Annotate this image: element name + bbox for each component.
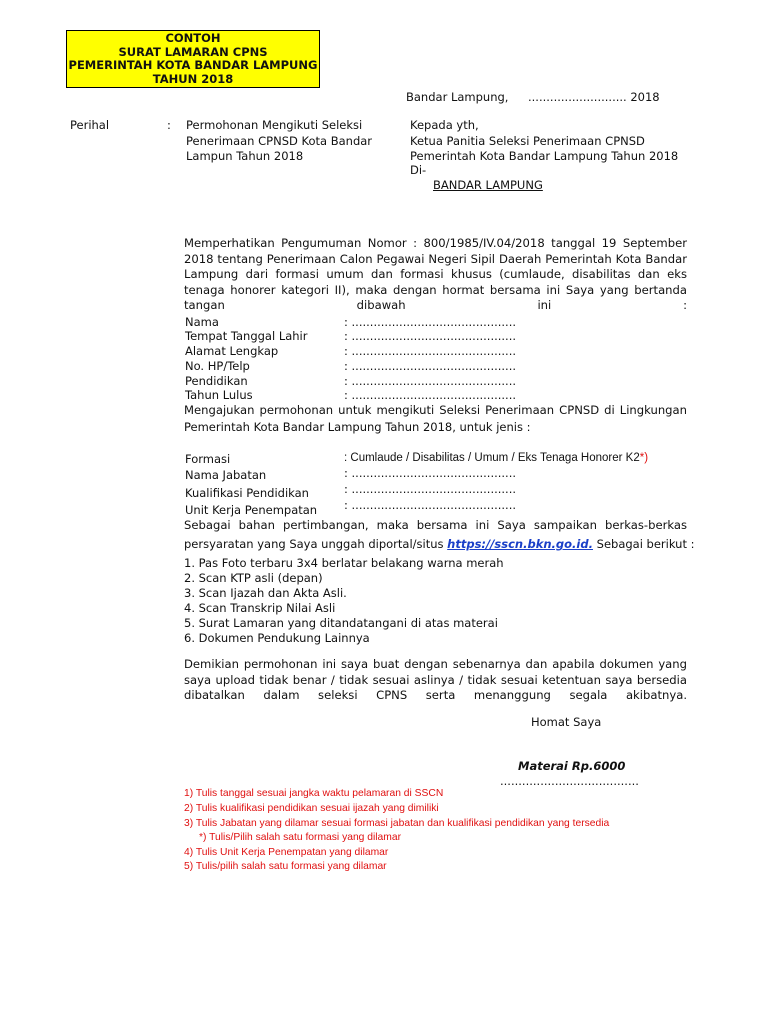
- list-item: 5. Surat Lamaran yang ditandatangani di atas materai: [184, 616, 498, 630]
- perihal-line-1: Permohonan Mengikuti Seleksi: [186, 118, 363, 132]
- sscn-link[interactable]: https://sscn.bkn.go.id.: [447, 537, 593, 551]
- title-line-4: TAHUN 2018: [152, 71, 234, 86]
- unit-value: : .............................................: [344, 498, 517, 512]
- title-line-3: PEMERINTAH KOTA BANDAR LAMPUNG: [68, 58, 318, 72]
- perihal-colon: :: [167, 118, 171, 132]
- apply-line-2: Pemerintah Kota Bandar Lampung Tahun 2018, untuk jenis :: [184, 420, 531, 434]
- field-label-alamat: Alamat Lengkap: [185, 344, 279, 358]
- consideration-tail: Sebagai berikut :: [592, 537, 695, 551]
- field-value-tahun-lulus: : .............................................: [344, 388, 517, 402]
- recipient-city: BANDAR LAMPUNG: [433, 178, 543, 192]
- consideration-line-1: Sebagai bahan pertimbangan, maka bersama ini Saya sampaikan berkas-berkas: [184, 518, 687, 532]
- formasi-label: Formasi: [185, 452, 231, 466]
- recipient-line-3: Pemerintah Kota Bandar Lampung Tahun 2018: [410, 149, 679, 163]
- list-item: 3. Scan Ijazah dan Akta Asli.: [184, 586, 347, 600]
- formasi-options: : Cumlaude / Disabilitas / Umum / Eks Tenaga Honorer K2: [344, 452, 640, 464]
- recipient-line-2: Ketua Panitia Seleksi Penerimaan CPNSD: [410, 134, 645, 148]
- kualifikasi-value: : .............................................: [344, 482, 517, 496]
- field-value-nama: : .............................................: [344, 315, 517, 329]
- field-label-nama: Nama: [185, 315, 219, 329]
- note-4: 4) Tulis Unit Kerja Penempatan yang dilamar: [184, 847, 389, 858]
- title-line-2: SURAT LAMARAN CPNS: [118, 44, 268, 59]
- list-item: 1. Pas Foto terbaru 3x4 berlatar belakang warna merah: [184, 556, 504, 570]
- perihal-line-3: Lampun Tahun 2018: [186, 149, 304, 163]
- apply-line-1: Mengajukan permohonan untuk mengikuti Seleksi Penerimaan CPNSD di Lingkungan: [184, 403, 687, 417]
- perihal-label: Perihal: [70, 118, 110, 132]
- consideration-text: persyaratan yang Saya unggah diportal/situs: [184, 537, 448, 551]
- note-5: 5) Tulis/pilih salah satu formasi yang dilamar: [184, 861, 387, 872]
- note-3: 3) Tulis Jabatan yang dilamar sesuai formasi jabatan dan kualifikasi pendidikan yang tersedia: [184, 818, 610, 829]
- materai-label: Materai Rp.6000: [518, 759, 626, 773]
- title-box: [66, 30, 320, 88]
- note-1: 1) Tulis tanggal sesuai jangka waktu pelamaran di SSCN: [184, 788, 444, 799]
- field-value-hp: : .............................................: [344, 359, 517, 373]
- field-label-pendidikan: Pendidikan: [185, 374, 248, 388]
- recipient-line-1: Kepada yth,: [410, 118, 479, 132]
- perihal-line-2: Penerimaan CPNSD Kota Bandar: [186, 134, 373, 148]
- unit-label: Unit Kerja Penempatan: [185, 503, 318, 517]
- field-value-ttl: : .............................................: [344, 329, 517, 343]
- note-star: *) Tulis/Pilih salah satu formasi yang dilamar: [199, 832, 402, 843]
- formasi-value: [344, 452, 648, 464]
- note-2: 2) Tulis kualifikasi pendidikan sesuai ijazah yang dimiliki: [184, 803, 439, 814]
- signature-salutation: Homat Saya: [531, 715, 602, 729]
- list-item: 6. Dokumen Pendukung Lainnya: [184, 631, 370, 645]
- field-label-tahun-lulus: Tahun Lulus: [185, 388, 253, 402]
- kualifikasi-label: Kualifikasi Pendidikan: [185, 486, 309, 500]
- place-city: Bandar Lampung,: [406, 90, 509, 104]
- field-value-alamat: : .............................................: [344, 344, 517, 358]
- field-label-hp: No. HP/Telp: [185, 359, 250, 373]
- title-line-1: CONTOH: [165, 31, 221, 45]
- field-label-ttl: Tempat Tanggal Lahir: [185, 329, 308, 343]
- intro-paragraph: Memperhatikan Pengumuman Nomor : 800/1985/IV.04/2018 tanggal 19 September 2018 tentang Penerimaan Calon Pegawai Negeri Sipil Daerah Pemerintah Kota Bandar Lampung dari formasi umum dan formasi khusus (cumlaude, disabilitas dan eks tenaga honorer kategori II), maka dengan hormat bersama ini Saya yang bertanda tangan dibawah ini :: [184, 236, 687, 313]
- formasi-mark: *): [639, 452, 649, 464]
- field-value-pendidikan: : .............................................: [344, 374, 517, 388]
- jabatan-value: : .............................................: [344, 466, 517, 480]
- signature-line: ......................................: [500, 774, 639, 788]
- jabatan-label: Nama Jabatan: [185, 468, 267, 482]
- closing-paragraph: Demikian permohonan ini saya buat dengan sebenarnya dan apabila dokumen yang saya upload tidak benar / tidak sesuai aslinya / tidak sesuai ketentuan saya bersedia dibatalkan dalam seleksi CPNS serta menanggung segala akibatnya.: [184, 657, 687, 703]
- list-item: 2. Scan KTP asli (depan): [184, 571, 323, 585]
- place-date: ........................... 2018: [528, 90, 660, 104]
- recipient-line-4: Di-: [410, 163, 427, 177]
- consideration-line-2: [184, 537, 695, 551]
- list-item: 4. Scan Transkrip Nilai Asli: [184, 601, 336, 615]
